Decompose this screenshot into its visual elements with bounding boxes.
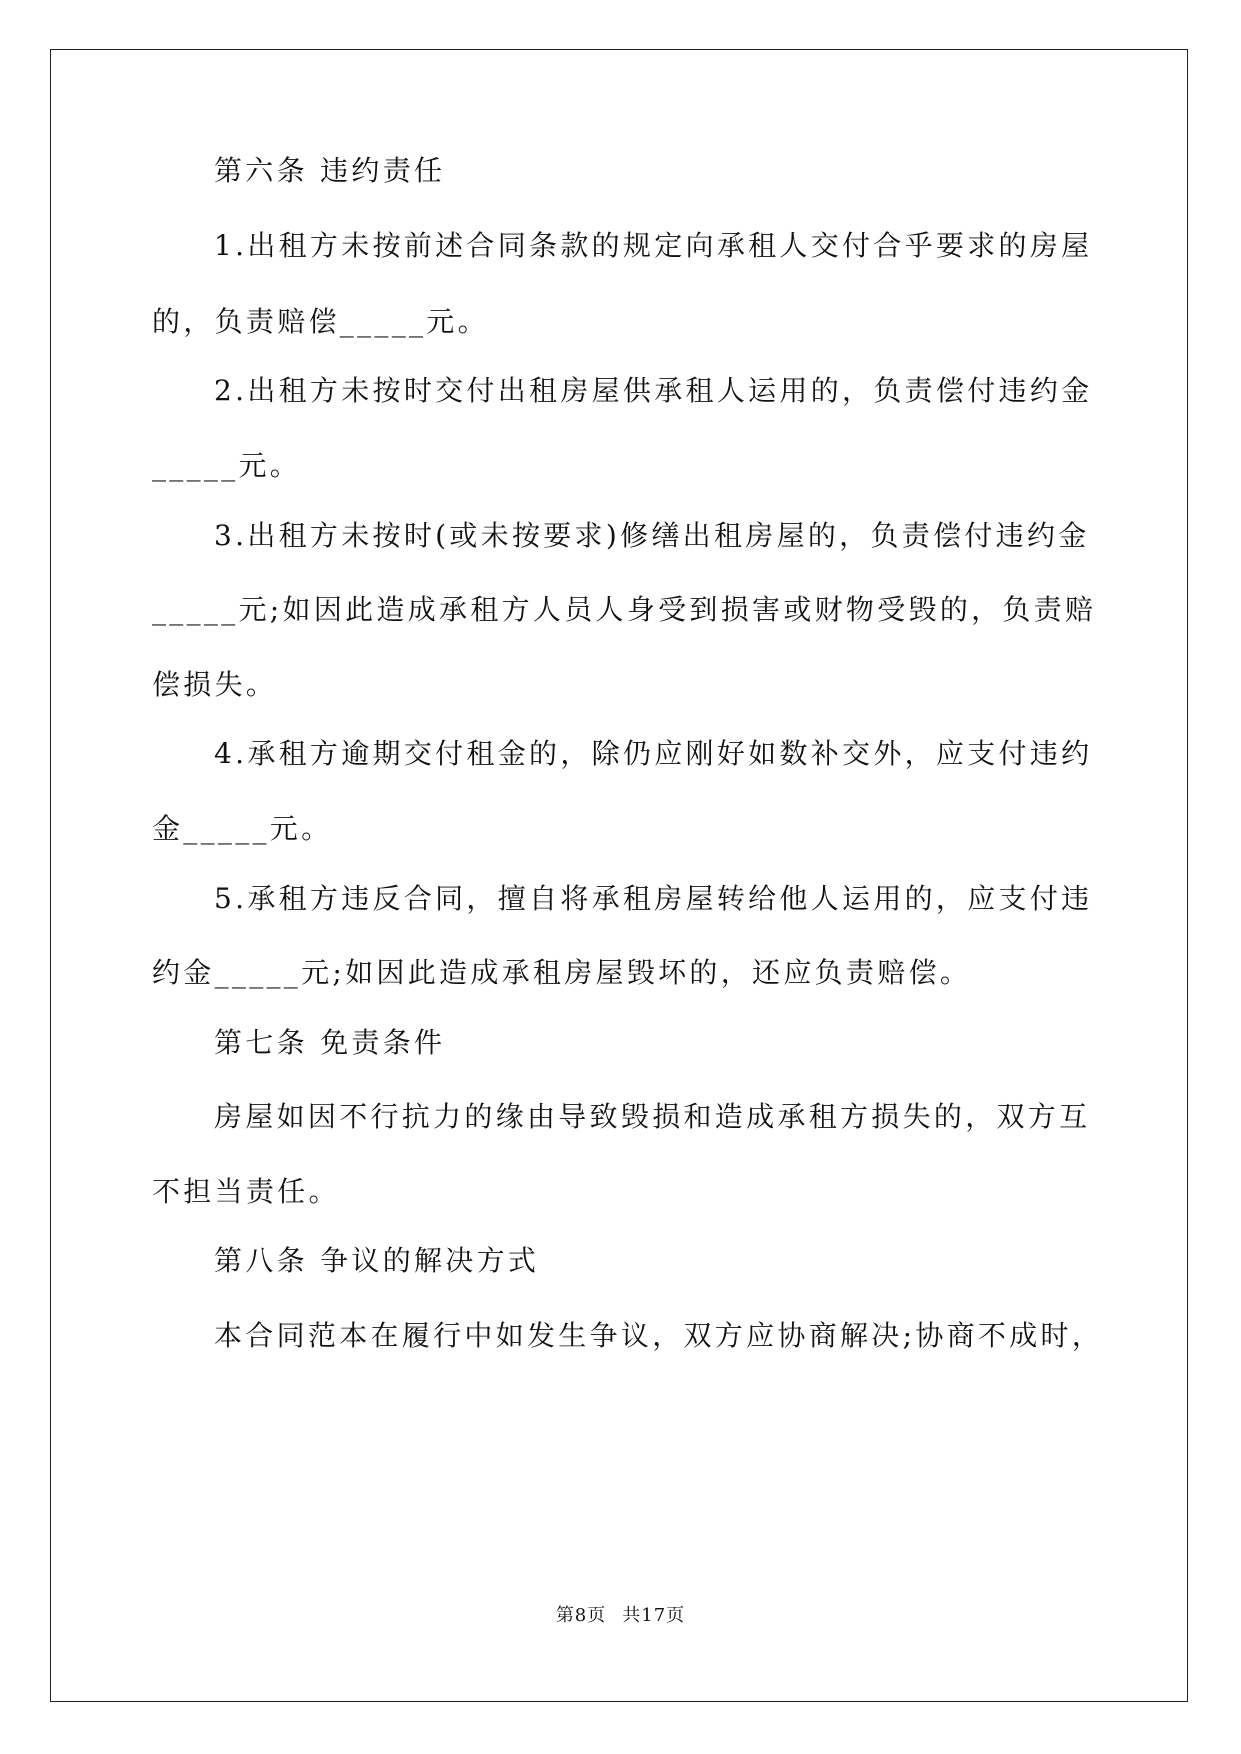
page-footer bbox=[0, 1604, 1241, 1628]
paragraph-line: 的，负责赔偿_____元。 bbox=[152, 305, 489, 338]
paragraph-line: 不担当责任。 bbox=[152, 1175, 340, 1208]
paragraph-line: _____元。 bbox=[152, 449, 302, 482]
page-border bbox=[50, 49, 1188, 1702]
paragraph-line: 5.承租方违反合同，擅自将承租房屋转给他人运用的，应支付违 bbox=[214, 882, 1093, 915]
paragraph-line: _____元;如因此造成承租方人员人身受到损害或财物受毁的，负责赔 bbox=[152, 593, 1097, 626]
article-7-heading: 第七条 免责条件 bbox=[214, 1026, 446, 1059]
paragraph-line: 偿损失。 bbox=[152, 668, 278, 701]
page-total: 共17页 bbox=[622, 1605, 686, 1626]
paragraph-line: 本合同范本在履行中如发生争议，双方应协商解决;协商不成时， bbox=[214, 1319, 1104, 1352]
paragraph-line: 房屋如因不行抗力的缘由导致毁损和造成承租方损失的，双方互 bbox=[214, 1100, 1091, 1133]
page-number: 第8页 bbox=[555, 1605, 607, 1626]
paragraph-line: 金_____元。 bbox=[152, 812, 333, 845]
paragraph-line: 1.出租方未按前述合同条款的规定向承租人交付合乎要求的房屋 bbox=[214, 229, 1093, 262]
paragraph-line: 约金_____元;如因此造成承租房屋毁坏的，还应负责赔偿。 bbox=[152, 956, 972, 989]
article-8-heading: 第八条 争议的解决方式 bbox=[214, 1244, 540, 1277]
paragraph-line: 2.出租方未按时交付出租房屋供承租人运用的，负责偿付违约金 bbox=[214, 374, 1093, 407]
paragraph-line: 3.出租方未按时(或未按要求)修缮出租房屋的，负责偿付违约金 bbox=[214, 519, 1090, 552]
paragraph-line: 4.承租方逾期交付租金的，除仍应刚好如数补交外，应支付违约 bbox=[214, 737, 1093, 770]
article-6-heading: 第六条 违约责任 bbox=[214, 154, 446, 187]
